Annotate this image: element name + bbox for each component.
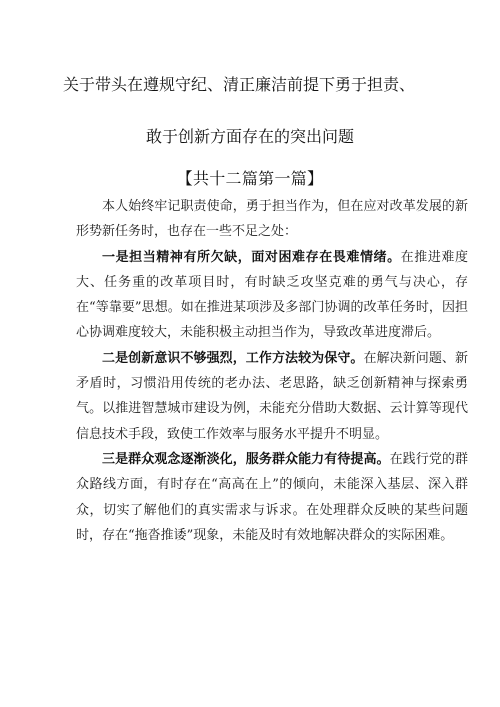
section-3-text: 在践行党的群众路线方面，有时存在“高高在上”的倾向，未能深入基层、深入群众，切实了解他们的真实需求与诉求。在处理群众反映的某些问题时，存在“拖沓推诿”现象，未能及时有效地解决群众的实际困难。 <box>76 451 468 543</box>
section-3-lead: 三是群众观念逐渐淡化，服务群众能力有待提高。 <box>102 451 390 467</box>
section-2-lead: 二是创新意识不够强烈，工作方法较为保守。 <box>102 350 364 366</box>
document-body <box>76 194 468 548</box>
section-paragraph-3 <box>76 447 468 548</box>
document-subtitle: 【共十二篇第一篇】 <box>176 169 324 188</box>
section-paragraph-1 <box>76 245 468 346</box>
section-paragraph-2 <box>76 346 468 447</box>
section-1-text: 在推进难度大、任务重的改革项目时，有时缺乏攻坚克难的勇气与决心，存在“等靠要”思想。如在推进某项涉及多部门协调的改革任务时，因担心协调难度较大，未能积极主动担当作为，导致改革进度滞后。 <box>76 249 468 341</box>
intro-paragraph: 本人始终牢记职责使命，勇于担当作为，但在应对改革发展的新形势新任务时，也存在一些不足之处： <box>76 199 468 240</box>
document-title-line-1: 关于带头在遵规守纪、清正廉洁前提下勇于担责、 <box>62 75 415 94</box>
section-2-text: 在解决新问题、新矛盾时，习惯沿用传统的老办法、老思路，缺乏创新精神与探索勇气。以推进智慧城市建设为例，未能充分借助大数据、云计算等现代信息技术手段，致使工作效率与服务水平提升不明显。 <box>76 350 468 442</box>
section-1-lead: 一是担当精神有所欠缺，面对困难存在畏难情绪。 <box>102 249 401 265</box>
document-title-line-2: 敢于创新方面存在的突出问题 <box>145 127 354 146</box>
